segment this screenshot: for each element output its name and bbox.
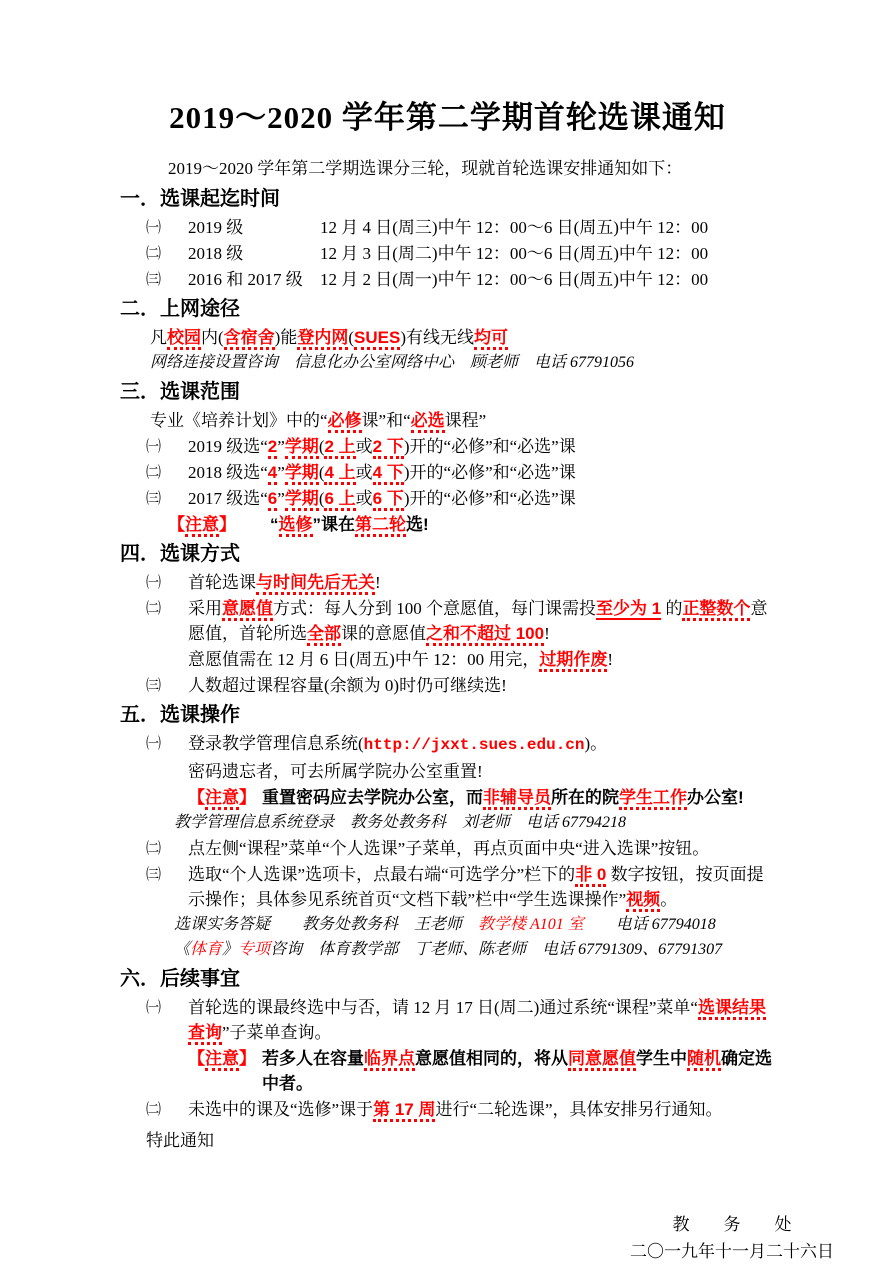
scope-row-2019 xyxy=(120,434,775,459)
item-marker: ㈠ xyxy=(146,736,162,752)
scope-text: 2017 级选“6”学期(6 上或6 下)开的“必修”和“必选”课 xyxy=(188,489,576,511)
item-marker: ㈠ xyxy=(146,220,162,236)
page-title: 2019～2020 学年第二学期首轮选课通知 xyxy=(169,100,726,135)
section-2-heading: 二．上网途径 xyxy=(120,298,240,320)
operation-row-3 xyxy=(120,862,775,912)
method-row-1 xyxy=(120,570,775,595)
method-text: 采用意愿值方式：每人分到 100 个意愿值，每门课需投至少为 1 的正整数个意愿值，首轮所选全部课的意愿值之和不超过 100! xyxy=(188,599,767,646)
section-1-heading: 一．选课起迄时间 xyxy=(120,188,280,210)
signature-date: 二〇一九年十一月二十六日 xyxy=(630,1242,834,1261)
schedule-row-2016-2017 xyxy=(120,267,775,292)
item-marker: ㈢ xyxy=(146,678,162,694)
item-marker: ㈡ xyxy=(146,601,162,617)
note-text: 若多人在容量临界点意愿值相同的，将从同意愿值学生中随机确定选中者。 xyxy=(262,1049,772,1093)
followup-row-2 xyxy=(120,1097,775,1122)
grade-label: 2018 级 xyxy=(188,244,244,263)
grade-label: 2019 级 xyxy=(188,218,244,237)
section-3-heading: 三．选课范围 xyxy=(120,381,240,403)
scope-note xyxy=(120,512,775,537)
schedule-row-2018 xyxy=(120,241,775,266)
method-row-3 xyxy=(120,673,775,698)
item-marker: ㈡ xyxy=(146,841,162,857)
password-note xyxy=(120,785,775,810)
item-marker: ㈠ xyxy=(146,439,162,455)
scope-text: 2018 级选“4”学期(4 上或4 下)开的“必修”和“必选”课 xyxy=(188,463,576,485)
time-range: 12 月 3 日(周二)中午 12：00～6 日(周五)中午 12：00 xyxy=(320,244,709,263)
practice-contact-line: 选课实务答疑 教务处教务科 王老师 教学楼 A101 室 电话 67794018 xyxy=(174,916,716,933)
item-marker: ㈡ xyxy=(146,465,162,481)
time-range: 12 月 2 日(周一)中午 12：00～6 日(周五)中午 12：00 xyxy=(320,270,709,289)
grade-label: 2016 和 2017 级 xyxy=(188,270,303,289)
scope-row-2018 xyxy=(120,460,775,485)
network-access-line: 凡校园内(含宿舍)能登内网(SUES)有线无线均可 xyxy=(120,325,775,350)
item-marker: ㈡ xyxy=(146,1102,162,1118)
signature-block xyxy=(572,1211,892,1265)
item-marker: ㈢ xyxy=(146,491,162,507)
intro-paragraph: 2019～2020 学年第二学期选课分三轮，现就首轮选课安排通知如下： xyxy=(168,159,683,178)
method-text: 首轮选课与时间先后无关! xyxy=(188,573,381,595)
section-5-heading: 五．选课操作 xyxy=(120,704,240,726)
section-4-heading: 四．选课方式 xyxy=(120,543,240,565)
followup-row-1 xyxy=(120,995,775,1045)
note-label: 【注意】 xyxy=(188,785,256,810)
note-label: 【注意】 xyxy=(168,515,236,534)
item-marker: ㈠ xyxy=(146,575,162,591)
item-marker: ㈠ xyxy=(146,1000,162,1016)
login-text: 登录教学管理信息系统(http://jxxt.sues.edu.cn)。 xyxy=(188,734,608,754)
item-marker: ㈢ xyxy=(146,867,162,883)
note-label: 【注意】 xyxy=(188,1046,256,1071)
closing-line: 特此通知 xyxy=(146,1131,214,1150)
note-text: “选修”课在第二轮选! xyxy=(270,515,429,537)
scope-intro-line: 专业《培养计划》中的“必修课”和“必选课程” xyxy=(120,408,775,433)
method-text: 人数超过课程容量(余额为 0)时仍可继续选! xyxy=(188,676,507,695)
time-range: 12 月 4 日(周三)中午 12：00～6 日(周五)中午 12：00 xyxy=(320,218,709,237)
result-text: 首轮选的课最终选中与否，请 12 月 17 日(周二)通过系统“课程”菜单“选课结果查询”子菜单查询。 xyxy=(188,998,766,1045)
tie-note xyxy=(120,1046,775,1096)
operation-row-2 xyxy=(120,836,775,861)
pe-contact-line: 《体育》专项咨询 体育教学部 丁老师、陈老师 电话 67791309、67791307 xyxy=(174,941,723,958)
password-line: 密码遗忘者，可去所属学院办公室重置! xyxy=(188,762,483,781)
menu-text: 点左侧“课程”菜单“个人选课”子菜单，再点页面中央“进入选课”按钮。 xyxy=(188,839,710,858)
operation-row-1 xyxy=(120,731,775,758)
item-marker: ㈢ xyxy=(146,272,162,288)
section-6-heading: 六．后续事宜 xyxy=(120,968,240,990)
note-text: 重置密码应去学院办公室，而非辅导员所在的院学生工作办公室! xyxy=(262,788,744,810)
item-marker: ㈡ xyxy=(146,246,162,262)
method-row-2-cont: 意愿值需在 12 月 6 日(周五)中午 12：00 用完，过期作废! xyxy=(120,647,775,672)
second-round-text: 未选中的课及“选修”课于第 17 周进行“二轮选课”，具体安排另行通知。 xyxy=(188,1100,723,1122)
scope-text: 2019 级选“2”学期(2 上或2 下)开的“必修”和“必选”课 xyxy=(188,437,576,459)
system-contact-line: 教学管理信息系统登录 教务处教务科 刘老师 电话 67794218 xyxy=(174,814,627,831)
network-contact-line: 网络连接设置咨询 信息化办公室网络中心 顾老师 电话 67791056 xyxy=(150,354,635,371)
method-row-2 xyxy=(120,596,775,646)
schedule-row-2019 xyxy=(120,215,775,240)
credit-text: 选取“个人选课”选项卡，点最右端“可选学分”栏下的非 0 数字按钮，按页面提示操作；具体参见系统首页“文档下载”栏中“学生选课操作”视频。 xyxy=(188,865,764,912)
signer-name: 教 务 处 xyxy=(672,1215,792,1234)
scope-row-2017 xyxy=(120,486,775,511)
